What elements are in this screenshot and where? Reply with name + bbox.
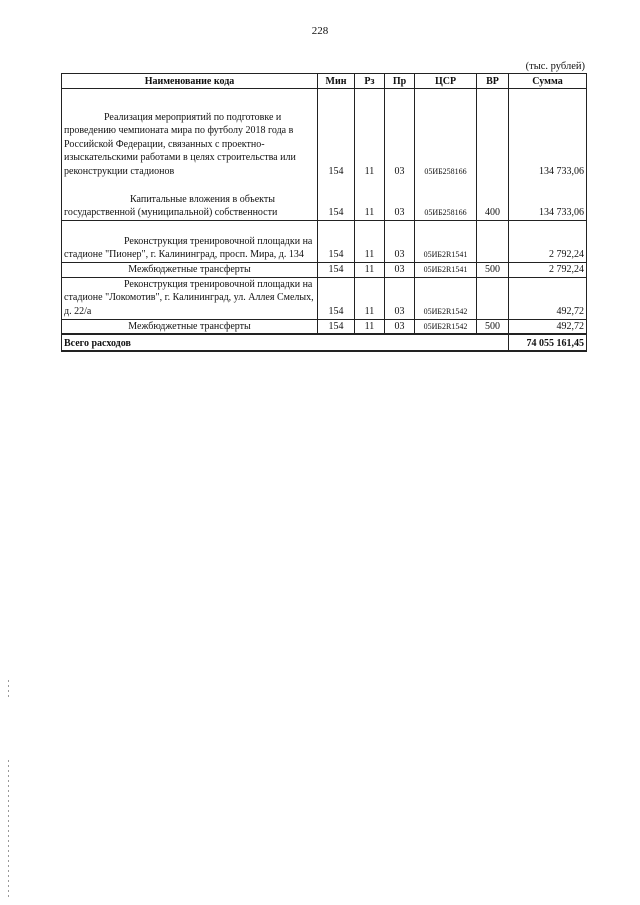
row-rz: 11	[355, 277, 385, 319]
row-sum: 134 733,06	[509, 89, 587, 179]
row-rz: 11	[355, 89, 385, 179]
scan-margin-mark	[8, 680, 9, 698]
row-csr: 05ИБ2R1541	[415, 221, 477, 263]
scan-margin-mark	[8, 760, 9, 900]
row-vr: 500	[477, 319, 509, 334]
expenditure-table	[61, 73, 587, 352]
total-label: Всего расходов	[62, 334, 318, 351]
row-pr: 03	[385, 179, 415, 221]
row-rz: 11	[355, 179, 385, 221]
row-pr: 03	[385, 277, 415, 319]
header-name: Наименование кода	[62, 74, 318, 89]
row-csr: 05ИБ2R1542	[415, 277, 477, 319]
row-min: 154	[318, 263, 355, 278]
header-vr: ВР	[477, 74, 509, 89]
header-pr: Пр	[385, 74, 415, 89]
row-pr: 03	[385, 263, 415, 278]
row-name: Межбюджетные трансферты	[62, 319, 318, 334]
page-number: 228	[311, 25, 329, 37]
row-vr	[477, 221, 509, 263]
row-sum: 2 792,24	[509, 263, 587, 278]
row-rz: 11	[355, 263, 385, 278]
table-row	[62, 263, 587, 278]
row-pr: 03	[385, 319, 415, 334]
row-name: Реконструкция тренировочной площадки на стадионе "Пионер", г. Калининград, просп. Мира, д. 134	[62, 221, 318, 263]
row-csr: 05ИБ258166	[415, 89, 477, 179]
row-min: 154	[318, 89, 355, 179]
row-vr	[477, 89, 509, 179]
header-rz: Рз	[355, 74, 385, 89]
header-sum: Сумма	[509, 74, 587, 89]
row-rz: 11	[355, 221, 385, 263]
row-csr: 05ИБ258166	[415, 179, 477, 221]
table-row	[62, 277, 587, 319]
row-sum: 492,72	[509, 319, 587, 334]
header-min: Мин	[318, 74, 355, 89]
table-header-row	[62, 74, 587, 89]
row-pr: 03	[385, 221, 415, 263]
total-row	[62, 334, 587, 351]
row-sum: 2 792,24	[509, 221, 587, 263]
row-name: Реконструкция тренировочной площадки на стадионе "Локомотив", г. Калининград, ул. Аллея Смелых, д. 22/а	[62, 277, 318, 319]
row-min: 154	[318, 179, 355, 221]
row-vr: 400	[477, 179, 509, 221]
table-row	[62, 319, 587, 334]
row-name: Межбюджетные трансферты	[62, 263, 318, 278]
row-name: Реализация мероприятий по подготовке и проведению чемпионата мира по футболу 2018 года в Российской Федерации, связанных с проектно-изыскательскими работами в целях строительства или реконструкции стадионов	[62, 89, 318, 179]
row-csr: 05ИБ2R1541	[415, 263, 477, 278]
row-sum: 492,72	[509, 277, 587, 319]
total-sum: 74 055 161,45	[509, 334, 587, 351]
table-row	[62, 221, 587, 263]
row-name: Капитальные вложения в объекты государственной (муниципальной) собственности	[62, 179, 318, 221]
row-min: 154	[318, 221, 355, 263]
row-vr	[477, 277, 509, 319]
table-row	[62, 89, 587, 179]
header-csr: ЦСР	[415, 74, 477, 89]
row-rz: 11	[355, 319, 385, 334]
row-min: 154	[318, 319, 355, 334]
row-csr: 05ИБ2R1542	[415, 319, 477, 334]
row-vr: 500	[477, 263, 509, 278]
row-pr: 03	[385, 89, 415, 179]
table-row	[62, 179, 587, 221]
row-min: 154	[318, 277, 355, 319]
units-label: (тыс. рублей)	[525, 61, 585, 72]
row-sum: 134 733,06	[509, 179, 587, 221]
